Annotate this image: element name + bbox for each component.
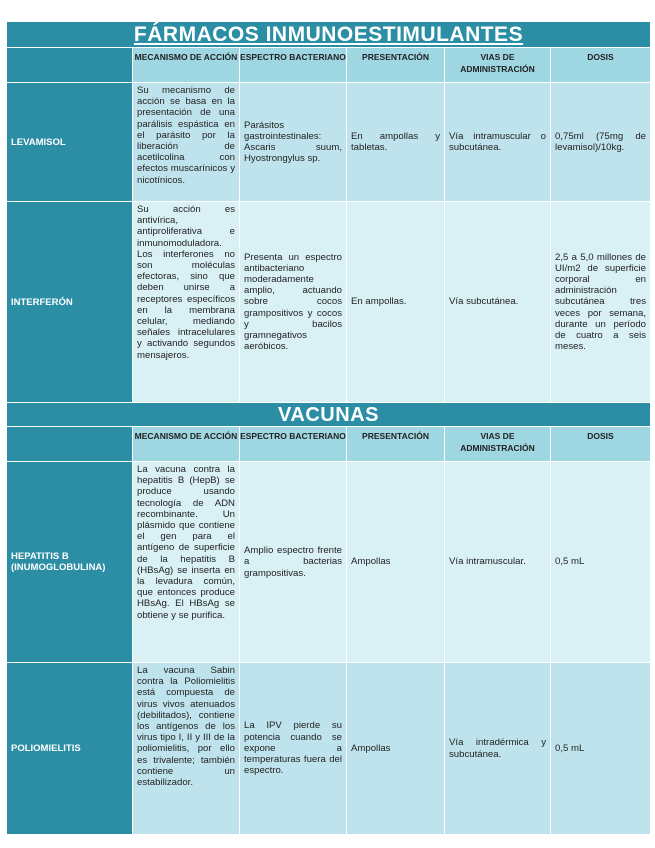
- dosis-cell: [551, 83, 650, 201]
- header-mecanismo: MECANISMO DE ACCIÓN: [133, 427, 240, 461]
- mecanismo-cell: Su acción es antivírica, antiproliferativa e inmunomoduladora. Los interferones no son moléculas efectoras, sino que deben unirse a receptores específicos en la membrana celular, mediando señales intracelulares y activando segundos mensajeros.: [133, 202, 240, 402]
- header-mecanismo: MECANISMO DE ACCIÓN: [133, 48, 240, 82]
- espectro-cell: [240, 663, 347, 834]
- header-vias: VIAS DE ADMINISTRACIÓN: [445, 427, 551, 461]
- table-row: [7, 202, 650, 403]
- header-espectro: ESPECTRO BACTERIANO: [240, 427, 347, 461]
- header-dosis: DOSIS: [587, 52, 614, 62]
- dosis-cell: [551, 202, 650, 402]
- header-row: [7, 427, 650, 462]
- vias-cell: [445, 202, 551, 402]
- header-espectro: ESPECTRO BACTERIANO: [240, 48, 347, 82]
- espectro-text: Presenta un espectro antibacteriano moderadamente amplio, actuando sobre cocos grampositivos y cocos y bacilos gramnegativos aeróbicos.: [244, 251, 342, 353]
- vias-cell: [445, 83, 551, 201]
- header-vias: VIAS DE ADMINISTRACIÓN: [445, 48, 551, 82]
- presentacion-cell: [347, 83, 445, 201]
- presentacion-text: En ampollas.: [351, 296, 407, 308]
- espectro-cell: [240, 83, 347, 201]
- espectro-text: Amplio espectro frente a bacterias grampositivas.: [244, 545, 342, 579]
- mecanismo-cell: La vacuna contra la hepatitis B (HepB) se produce usando tecnología de ADN recombinante. Un plásmido que contiene el gen para el antígeno de superficie de la hepatitis B (HBsAg) se inserta en la levadura común, que entonces produce HBsAg. El HBsAg se obtiene y se purifica.: [133, 462, 240, 662]
- mecanismo-cell: La vacuna Sabin contra la Poliomielitis está compuesta de virus vivos atenuados (debilitados), contiene los antígenos de los virus tipo I, II y III de la poliomielitis, por ello es trivalente; también contiene un estabilizador.: [133, 663, 240, 834]
- drug-name: INTERFERÓN: [7, 202, 133, 402]
- vias-text: Vía intradérmica y subcutánea.: [449, 737, 546, 760]
- table-row: [7, 663, 650, 835]
- dosis-cell: [551, 462, 650, 662]
- vias-cell: [445, 462, 551, 662]
- presentacion-text: Ampollas: [351, 556, 391, 568]
- presentacion-cell: [347, 202, 445, 402]
- drug-name: LEVAMISOL: [7, 83, 133, 201]
- dosis-text: 0,5 mL: [555, 742, 585, 754]
- presentacion-cell: [347, 663, 445, 834]
- dosis-text: 0,5 mL: [555, 556, 585, 568]
- presentacion-text: En ampollas y tabletas.: [351, 130, 440, 153]
- espectro-text: La IPV pierde su potencia cuando se expone a temperaturas fuera del espectro.: [244, 720, 342, 777]
- header-corner: [7, 427, 133, 461]
- presentacion-text: Ampollas: [351, 742, 391, 754]
- section-title-vacunas: VACUNAS: [7, 403, 650, 427]
- mecanismo-cell: Su mecanismo de acción se basa en la presentación de una parálisis espástica en el parásito por la liberación de acetilcolina con efectos muscarínicos y nicotínicos.: [133, 83, 240, 201]
- table-row: [7, 462, 650, 663]
- header-corner: [7, 48, 133, 82]
- dosis-text: 0,75ml (75mg de levamisol)/10kg.: [555, 130, 646, 153]
- vias-cell: [445, 663, 551, 834]
- drug-name: HEPATITIS B (INUMOGLOBULINA): [7, 462, 133, 662]
- pharma-table: [7, 22, 650, 835]
- vias-text: Vía intramuscular o subcutánea.: [449, 130, 546, 153]
- table-row: [7, 83, 650, 202]
- drug-name: POLIOMIELITIS: [7, 663, 133, 834]
- dosis-text: 2,5 a 5,0 millones de UI/m2 de superficie corporal en administración subcutánea tres veces por semana, durante un período de cuatro a seis meses.: [555, 251, 646, 353]
- header-dosis: DOSIS: [587, 431, 614, 441]
- section-title-farmacos: FÁRMACOS INMUNOESTIMULANTES: [7, 22, 650, 48]
- header-row: [7, 48, 650, 83]
- espectro-cell: [240, 202, 347, 402]
- espectro-cell: [240, 462, 347, 662]
- header-presentacion: PRESENTACIÓN: [347, 48, 445, 82]
- header-presentacion: PRESENTACIÓN: [347, 427, 445, 461]
- dosis-cell: [551, 663, 650, 834]
- espectro-text: Parásitos gastrointestinales: Ascaris suum, Hyostrongylus sp.: [244, 119, 342, 165]
- vias-text: Vía intramuscular.: [449, 556, 526, 568]
- vias-text: Vía subcutánea.: [449, 296, 519, 308]
- presentacion-cell: [347, 462, 445, 662]
